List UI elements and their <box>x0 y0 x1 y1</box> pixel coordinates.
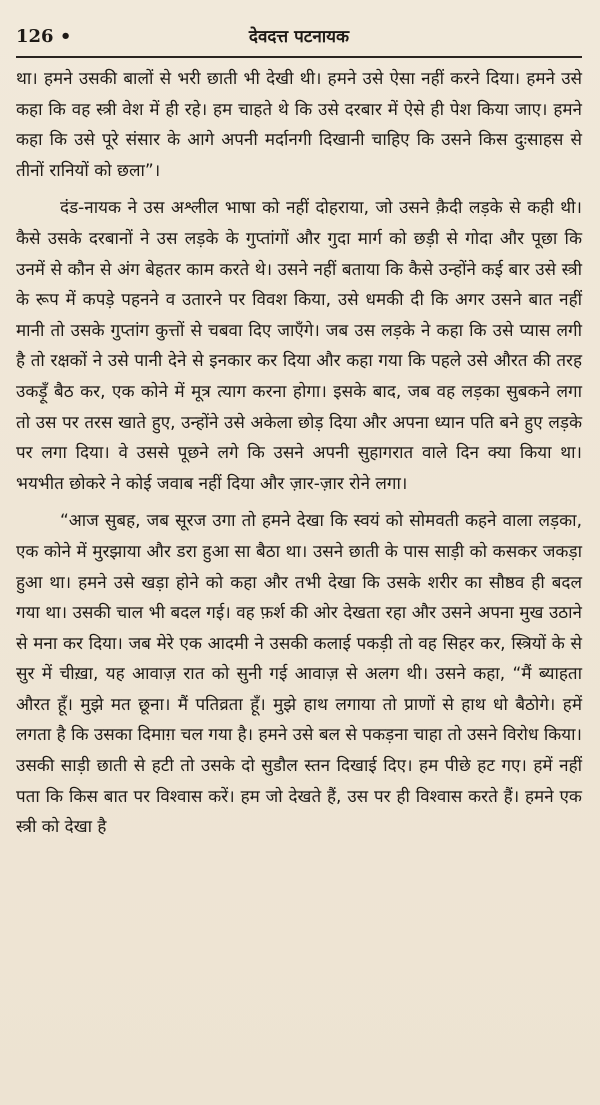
page-body <box>16 64 582 843</box>
running-title: देवदत्त पटनायक <box>248 27 350 47</box>
paragraph: “आज सुबह, जब सूरज उगा तो हमने देखा कि स्वयं को सोमवती कहने वाला लड़का, एक कोने में मुरझाया और डरा हुआ सा बैठा था। उसने छाती के पास साड़ी को कसकर जकड़ा हुआ था। हमने उसे खड़ा होने को कहा और तभी देखा कि उसके शरीर का सौष्ठव ही बदल गया था। उसकी चाल भी बदल गई। वह फ़र्श की ओर देखता रहा और उसने अपना मुख उठाने से मना कर दिया। जब मेरे एक आदमी ने उसकी कलाई पकड़ी तो वह सिहर कर, स्त्रियों के से सुर में चीख़ा, यह आवाज़ रात को सुनी गई आवाज़ से अलग थी। उसने कहा, “मैं ब्याहता औरत हूँ। मुझे मत छूना। मैं पतिव्रता हूँ। मुझे हाथ लगाया तो प्राणों से हाथ धो बैठोगे। हमें लगता है कि उसका दिमाग़ चल गया है। हमने उसे बल से पकड़ना चाहा तो उसने विरोध किया। उसकी साड़ी छाती से हटी तो उसके दो सुडौल स्तन दिखाई दिए। हम पीछे हट गए। हमें नहीं पता कि किस बात पर विश्वास करें। हम जो देखते हैं, उस पर ही विश्वास करते हैं। हमने एक स्त्री को देखा है <box>16 511 582 838</box>
paragraph-continuation: था। हमने उसकी बालों से भरी छाती भी देखी थी। हमने उसे ऐसा नहीं करने दिया। हमने उसे कहा कि वह स्त्री वेश में ही रहे। हम चाहते थे कि उसे दरबार में ऐसे ही पेश किया जाए। हमने कहा कि उसे पूरे संसार के आगे अपनी मर्दानगी दिखानी चाहिए कि उसने किस दुःसाहस से तीनों रानियों को छला”। <box>16 69 582 181</box>
paragraph: दंड-नायक ने उस अश्लील भाषा को नहीं दोहराया, जो उसने क़ैदी लड़के से कही थी। कैसे उसके दरबानों ने उस लड़के के गुप्तांगों और गुदा मार्ग को छड़ी से गोदा और पूछा कि उनमें से कौन से अंग बेहतर काम करते थे। उसने नहीं बताया कि कैसे उन्होंने कई बार उसे स्त्री के रूप में कपड़े पहनने व उतारने पर विवश किया, उसे धमकी दी कि अगर उसने बात नहीं मानी तो उसके गुप्तांग कुत्तों से चबवा दिए जाएँगे। जब उस लड़के ने कहा कि उसे प्यास लगी है तो रक्षकों ने उसे पानी देने से इनकार कर दिया और कहा गया कि पहले उसे औरत की तरह उकड़ूँ बैठ कर, एक कोने में मूत्र त्याग करना होगा। इसके बाद, जब वह लड़का सुबकने लगा तो उस पर तरस खाते हुए, उन्होंने उसे अकेला छोड़ दिया और अपना ध्यान पति बने हुए लड़के पर लगा दिया। वे उससे पूछने लगे कि उसने अपनी सुहागरात वाले दिन क्या किया था। भयभीत छोकरे ने कोई जवाब नहीं दिया और ज़ार-ज़ार रोने लगा। <box>16 198 582 494</box>
page-number: 126 • <box>16 26 72 47</box>
page-header <box>16 26 582 58</box>
